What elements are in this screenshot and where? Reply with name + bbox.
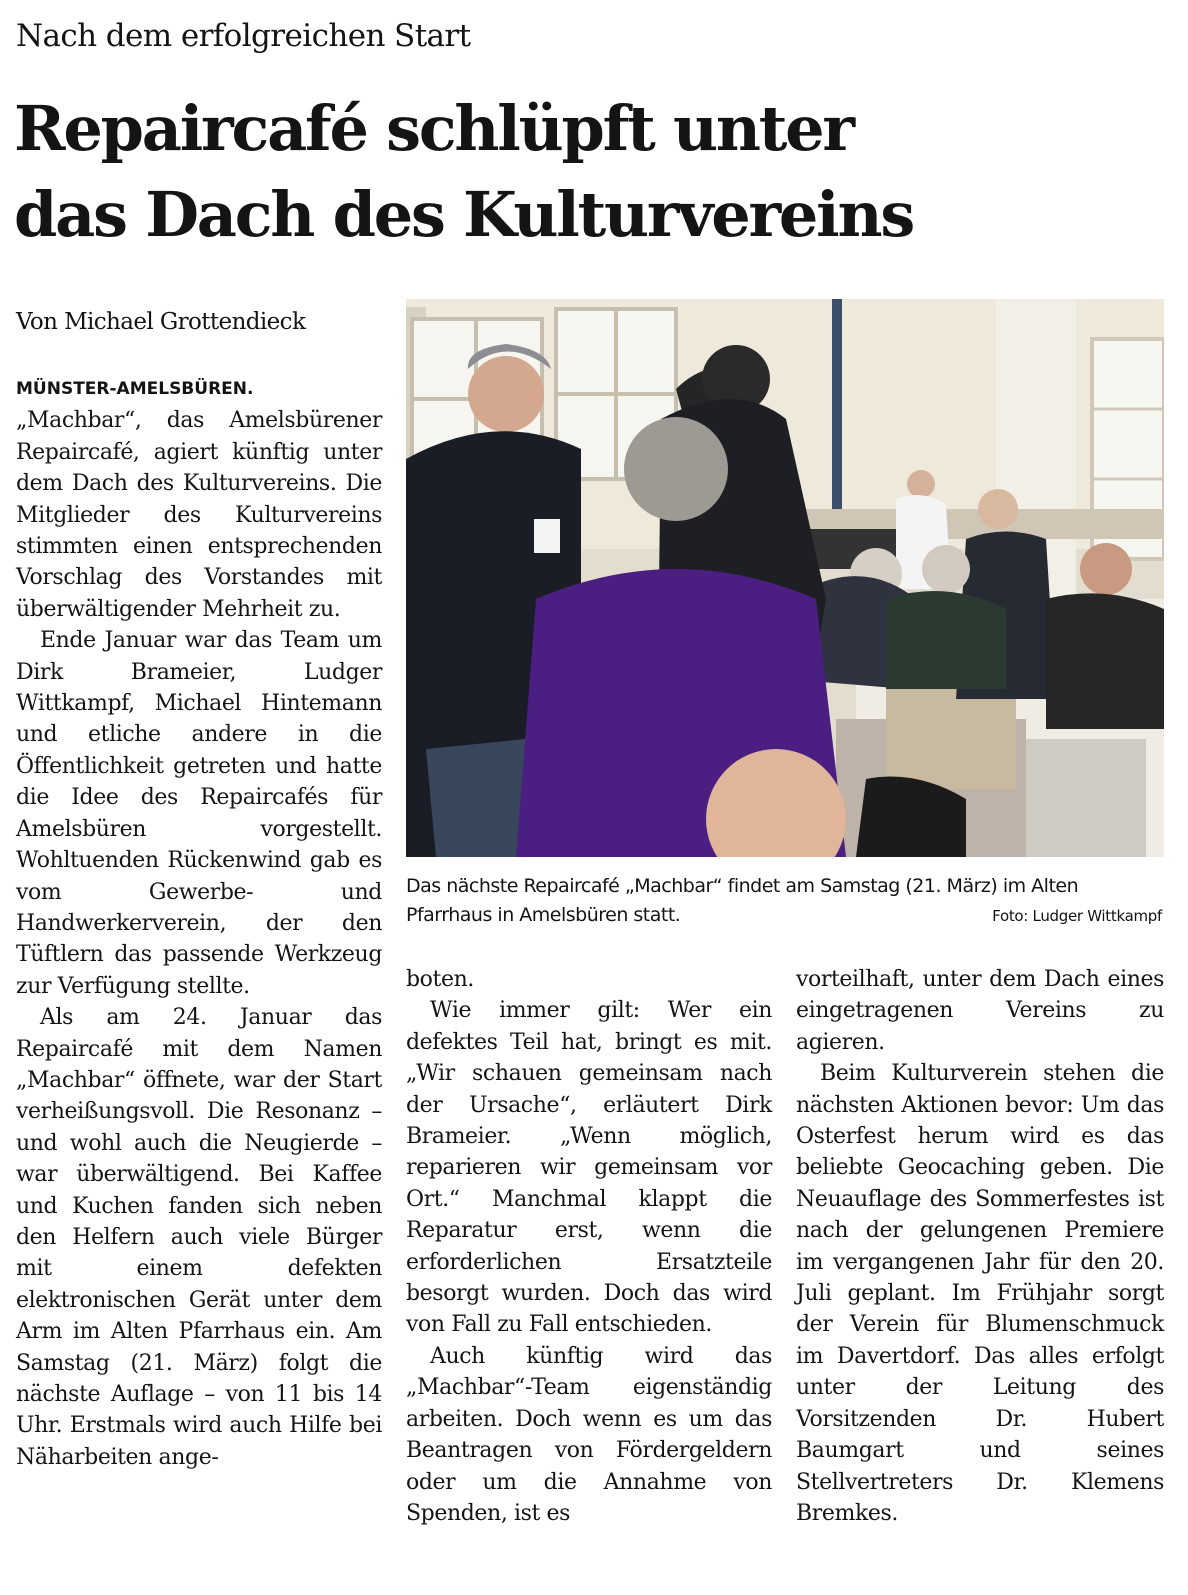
article-paragraph: Auch künftig wird das „Machbar“-Team eigenständig arbeiten. Doch wenn es um das Beantragen von Fördergeldern oder um die Annahme von Spenden, ist es (406, 1343, 772, 1526)
headline-line-1: Repaircafé schlüpft unter (14, 92, 853, 165)
article-paragraph: vorteilhaft, unter dem Dach eines eingetragenen Vereins zu agieren. (796, 967, 1164, 1055)
photo-credit: Foto: Ludger Wittkampf (992, 907, 1162, 925)
article-paragraph: Als am 24. Januar das Repaircafé mit dem Namen „Machbar“ öffnete, war der Start verheißungsvoll. Die Resonanz – und wohl auch die Neugierde – war überwältigend. Bei Kaffee und Kuchen fanden sich neben den Helfern auch viele Bürger mit einem defekten elektronischen Gerät unter dem Arm im Alten Pfarrhaus ein. Am Samstag (21. März) folgt die nächste Auflage – von 11 bis 14 Uhr. Erstmals wird auch Hilfe bei Näharbeiten ange- (16, 1005, 382, 1470)
article-column-1 (16, 372, 382, 1473)
article-headline (14, 86, 1174, 258)
repaircafe-photo-illustration (406, 299, 1164, 857)
article-photo (406, 299, 1164, 857)
article-paragraph: boten. (406, 967, 474, 992)
photo-caption: Das nächste Repaircafé „Machbar“ findet am Samstag (21. März) im Alten Pfarrhaus in Amelsbüren statt. (406, 875, 1079, 926)
article-column-2 (406, 964, 772, 1529)
headline-line-2: das Dach des Kulturvereins (14, 178, 914, 251)
article-kicker: Nach dem erfolgreichen Start (16, 18, 471, 54)
article-dateline: MÜNSTER-AMELSBÜREN. (16, 379, 254, 399)
paragraph-text: „Machbar“, das Amelsbürener Repaircafé, agiert künftig unter dem Dach des Kulturvereins. Die Mitglieder des Kulturvereins stimmten einen entsprechenden Vorschlag des Vorstandes mit überwältigender Mehrheit zu. (16, 408, 382, 622)
article-column-3 (796, 964, 1164, 1529)
article-byline: Von Michael Grottendieck (16, 309, 306, 335)
article-paragraph: Wie immer gilt: Wer ein defektes Teil hat, bringt es mit. „Wir schauen gemeinsam nach der Ursache“, erläutert Dirk Brameier. „Wenn möglich, reparieren wir gemeinsam vor Ort.“ Manchmal klappt die Reparatur erst, wenn die erforderlichen Ersatzteile besorgt wurden. Doch das wird von Fall zu Fall entschieden. (406, 998, 772, 1338)
article-paragraph (16, 372, 382, 625)
article-paragraph: Beim Kulturverein stehen die nächsten Aktionen bevor: Um das Osterfest herum wird es das beliebte Geocaching geben. Die Neuauflage des Sommerfestes ist nach der gelungenen Premiere im vergangenen Jahr für den 20. Juli geplant. Im Frühjahr sorgt der Verein für Blumenschmuck im Davertdorf. Das alles erfolgt unter der Leitung des Vorsitzenden Dr. Hubert Baumgart und seines Stellvertreters Dr. Klemens Bremkes. (796, 1061, 1164, 1526)
article-paragraph: Ende Januar war das Team um Dirk Brameier, Ludger Wittkampf, Michael Hintemann und etliche andere in die Öffentlichkeit getreten und hatte die Idee des Repaircafés für Amelsbüren vorgestellt. Wohltuenden Rückenwind gab es vom Gewerbe- und Handwerkerverein, der den Tüftlern das passende Werkzeug zur Verfügung stellte. (16, 628, 382, 999)
